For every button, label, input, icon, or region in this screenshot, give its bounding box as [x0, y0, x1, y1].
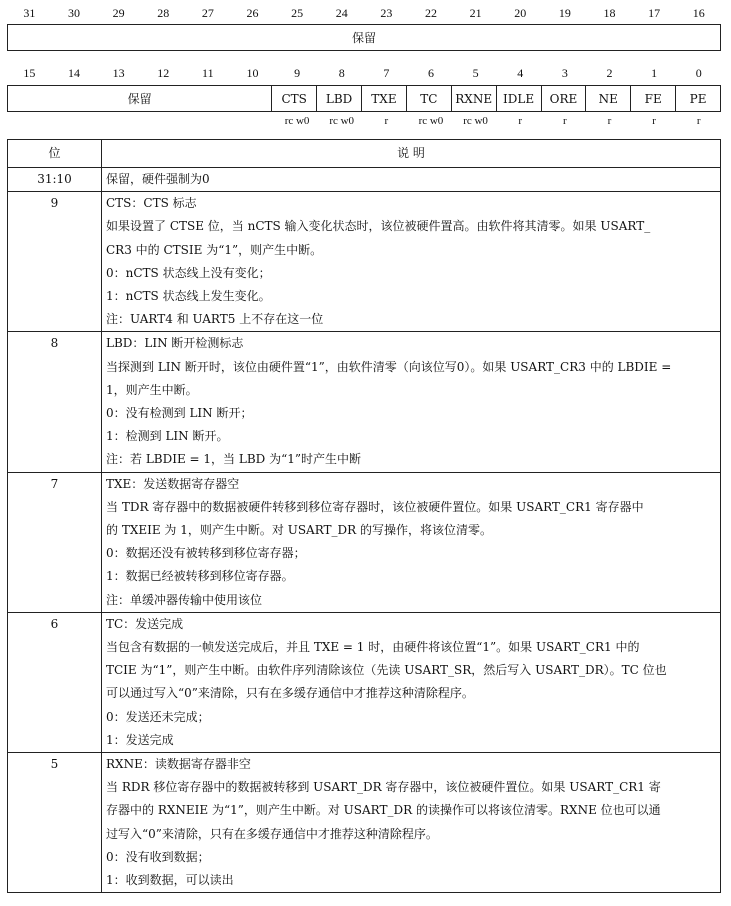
low-bit-number: 7 [383, 66, 390, 80]
description-line: 当 TDR 寄存器中的数据被硬件转移到移位寄存器时，该位被硬件置位。如果 USART_CR1 寄存器中 [106, 499, 644, 514]
register-field-ne: NE [585, 86, 630, 111]
register-field-cts: CTS [271, 86, 316, 111]
high-bit-number: 18 [603, 6, 616, 20]
high-bit-number: 20 [514, 6, 527, 20]
high-bit-number: 27 [201, 6, 214, 20]
high-bit-number: 16 [692, 6, 705, 20]
description-line: 可以通过写入“0”来清除，只有在多缓存通信中才推荐这种清除程序。 [106, 686, 474, 701]
low-bit-number: 14 [67, 66, 80, 80]
low-bit-number: 5 [472, 66, 479, 80]
low-bit-number: 3 [561, 66, 568, 80]
register-field-rxne: RXNE [451, 86, 496, 111]
row-description [102, 753, 721, 893]
description-line: 注：单缓冲器传输中使用该位 [106, 592, 263, 607]
reserved-field-low: 保留 [127, 92, 152, 106]
description-line: 1：检测到 LIN 断开。 [106, 429, 229, 444]
low-bit-number: 15 [23, 66, 36, 80]
access-type-row [7, 115, 721, 127]
access-type-label: r [652, 115, 656, 127]
register-field-ore: ORE [541, 86, 586, 111]
register-field-lbd: LBD [316, 86, 361, 111]
access-spacer [141, 115, 186, 127]
low-bit-number: 12 [157, 66, 170, 80]
row-description [102, 612, 721, 752]
description-line: 过写入“0”来清除，只有在多缓存通信中才推荐这种清除程序。 [106, 826, 438, 841]
low-bit-number: 6 [427, 66, 434, 80]
low-bit-number: 9 [294, 66, 301, 80]
bit-numbers-low [7, 66, 721, 81]
access-spacer [186, 115, 231, 127]
description-line: TC：发送完成 [106, 616, 184, 631]
register-field-pe: PE [675, 86, 720, 111]
table-row [8, 192, 721, 332]
description-line: 当包含有数据的一帧发送完成后，并且 TXE = 1 时，由硬件将该位置“1”。如果 USART_CR1 中的 [106, 640, 640, 655]
access-type-label: r [518, 115, 523, 127]
row-description [102, 472, 721, 612]
high-bit-number: 25 [291, 6, 304, 20]
reserved-field-high: 保留 [351, 31, 376, 45]
high-bit-number: 26 [246, 6, 259, 20]
bit-description-table [7, 139, 721, 893]
low-bit-number: 4 [517, 66, 524, 80]
access-type-label: r [696, 115, 701, 127]
description-line: 存器中的 RXNEIE 为“1”，则产生中断。对 USART_DR 的读操作可以将该位清零。RXNE 位也可以通 [106, 803, 661, 818]
low-bit-number: 0 [695, 66, 702, 80]
description-line: 当探测到 LIN 断开时，该位由硬件置“1”，由软件清零（向该位写0）。如果 USART_CR3 中的 LBDIE = [106, 359, 672, 374]
access-type-label: r [607, 115, 612, 127]
description-line: 的 TXEIE 为 1，则产生中断。对 USART_DR 的写操作，将该位清零。 [106, 523, 492, 538]
low-bit-number: 1 [651, 66, 658, 80]
description-line: 0：发送还未完成； [106, 709, 210, 724]
row-description [102, 192, 721, 332]
low-bit-number: 13 [112, 66, 125, 80]
description-line: 当 RDR 移位寄存器中的数据被转移到 USART_DR 寄存器中，该位被硬件置位。如果 USART_CR1 寄 [106, 780, 661, 795]
access-spacer [52, 115, 97, 127]
high-bit-number: 22 [424, 6, 437, 20]
description-line: 注：UART4 和 UART5 上不存在这一位 [106, 312, 324, 327]
register-low-half [7, 85, 721, 112]
row-bit-number: 7 [8, 472, 102, 612]
register-high-half [7, 24, 721, 51]
high-bit-number: 24 [335, 6, 348, 20]
description-line: CR3 中的 CTSIE 为“1”，则产生中断。 [106, 242, 323, 257]
row-bit-number: 8 [8, 332, 102, 472]
table-row [8, 332, 721, 472]
description-line: 0：没有检测到 LIN 断开； [106, 406, 253, 421]
table-row [8, 753, 721, 893]
access-type-label: r [384, 115, 389, 127]
access-spacer [7, 115, 52, 127]
header-description: 说 明 [102, 140, 721, 168]
access-type-label: rc w0 [418, 115, 444, 127]
description-line: 1：收到数据，可以读出 [106, 873, 234, 888]
high-bit-number: 17 [648, 6, 661, 20]
description-line: 1：数据已经被转移到移位寄存器。 [106, 569, 294, 584]
access-type-label: r [562, 115, 567, 127]
description-line: 0：nCTS 状态线上没有变化； [106, 265, 271, 280]
high-bit-number: 29 [112, 6, 125, 20]
table-row [8, 472, 721, 612]
description-line: RXNE：读数据寄存器非空 [106, 757, 251, 772]
description-line: LBD：LIN 断开检测标志 [106, 336, 244, 351]
low-bit-number: 2 [606, 66, 613, 80]
description-line: 1：nCTS 状态线上发生变化。 [106, 289, 271, 304]
high-bit-number: 30 [67, 6, 80, 20]
access-spacer [96, 115, 141, 127]
access-spacer [230, 115, 275, 127]
register-field-idle: IDLE [496, 86, 541, 111]
table-header-row [8, 140, 721, 168]
access-type-label: rc w0 [329, 115, 355, 127]
low-bit-number: 10 [246, 66, 259, 80]
table-row [8, 612, 721, 752]
row-description [102, 332, 721, 472]
description-line: 1，则产生中断。 [106, 382, 198, 397]
description-line: 注：若 LBDIE = 1，当 LBD 为“1”时产生中断 [106, 452, 361, 467]
low-bit-number: 11 [202, 66, 214, 80]
register-field-tc: TC [406, 86, 451, 111]
description-line: CTS：CTS 标志 [106, 196, 197, 211]
description-line: 1：发送完成 [106, 732, 174, 747]
description-line: TCIE 为“1”，则产生中断。由软件序列清除该位（先读 USART_SR，然后写入 USART_DR）。TC 位也 [106, 663, 667, 678]
description-line: 0：没有收到数据； [106, 849, 210, 864]
row-bit-number: 9 [8, 192, 102, 332]
register-field-fe: FE [630, 86, 675, 111]
table-row [8, 168, 721, 192]
low-bit-number: 8 [338, 66, 345, 80]
high-bit-number: 28 [157, 6, 170, 20]
register-field-txe: TXE [361, 86, 406, 111]
row-bit-number: 6 [8, 612, 102, 752]
high-bit-number: 31 [23, 6, 36, 20]
row-bit-number: 5 [8, 753, 102, 893]
access-type-label: rc w0 [463, 115, 488, 127]
description-line: 如果设置了 CTSE 位，当 nCTS 输入变化状态时，该位被硬件置高。由软件将其清零。如果 USART_ [106, 219, 651, 234]
header-bit: 位 [8, 140, 102, 168]
high-bit-number: 23 [380, 6, 393, 20]
description-line: TXE：发送数据寄存器空 [106, 476, 240, 491]
description-line: 保留，硬件强制为0 [106, 172, 210, 186]
access-type-label: rc w0 [284, 115, 310, 127]
description-line: 0：数据还没有被转移到移位寄存器； [106, 546, 306, 561]
row-description [102, 168, 721, 192]
bit-numbers-high [7, 6, 721, 21]
high-bit-number: 21 [469, 6, 482, 20]
high-bit-number: 19 [558, 6, 571, 20]
row-bit-number: 31:10 [8, 168, 102, 192]
